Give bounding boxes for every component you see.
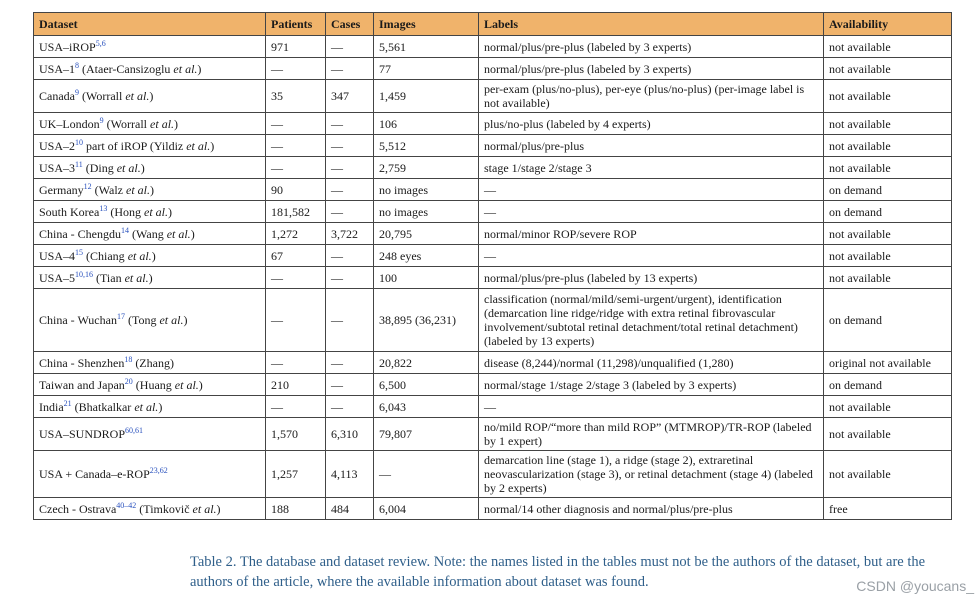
cell-cases: — (326, 58, 374, 80)
cell-cases: — (326, 396, 374, 418)
cell-availability: not available (824, 80, 952, 113)
cell-images: 5,512 (374, 135, 479, 157)
table-row (34, 58, 952, 80)
cell-dataset (34, 418, 266, 451)
cell-patients: 90 (266, 179, 326, 201)
dataset-authors: (Bhatkalkar et al.) (74, 399, 163, 414)
cell-patients: 188 (266, 498, 326, 520)
reference-link[interactable]: 12 (83, 181, 92, 191)
cell-patients: 210 (266, 374, 326, 396)
table-row (34, 418, 952, 451)
cell-patients: 1,570 (266, 418, 326, 451)
cell-cases: — (326, 267, 374, 289)
cell-labels: disease (8,244)/normal (11,298)/unqualified (1,280) (479, 352, 824, 374)
cell-patients: 181,582 (266, 201, 326, 223)
table-row (34, 451, 952, 498)
dataset-table-container (33, 12, 951, 520)
cell-images: 1,459 (374, 80, 479, 113)
dataset-authors: (Zhang) (135, 355, 174, 370)
table-caption (190, 552, 950, 592)
cell-labels: normal/plus/pre-plus (labeled by 3 experts) (479, 36, 824, 58)
cell-labels: normal/stage 1/stage 2/stage 3 (labeled by 3 experts) (479, 374, 824, 396)
reference-link[interactable]: 17 (116, 312, 125, 321)
dataset-name: Canada (39, 89, 75, 103)
reference-link[interactable]: 5,6 (95, 38, 106, 48)
cell-cases: 3,722 (326, 223, 374, 245)
cell-patients: — (266, 396, 326, 418)
reference-link[interactable]: 23,62 (149, 466, 168, 475)
cell-images: — (374, 451, 479, 498)
cell-availability: not available (824, 113, 952, 135)
cell-availability: original not available (824, 352, 952, 374)
cell-images: 2,759 (374, 157, 479, 179)
cell-availability: not available (824, 418, 952, 451)
cell-cases: 484 (326, 498, 374, 520)
cell-labels: normal/14 other diagnosis and normal/plus/pre-plus (479, 498, 824, 520)
cell-images: 79,807 (374, 418, 479, 451)
dataset-authors: (Chiang et al.) (86, 248, 156, 263)
cell-cases: — (326, 352, 374, 374)
cell-patients: — (266, 135, 326, 157)
cell-labels: per-exam (plus/no-plus), per-eye (plus/no-plus) (per-image label is not available) (479, 80, 824, 113)
cell-cases: 4,113 (326, 451, 374, 498)
cell-patients: 971 (266, 36, 326, 58)
caption-text: The database and dataset review. Note: the names listed in the tables must not be the authors of the dataset, but are the authors of the article, where the available information about dataset was found. (190, 554, 926, 590)
dataset-authors: (Worrall et al.) (81, 89, 154, 103)
dataset-authors: (Walz et al.) (94, 182, 155, 197)
cell-labels: no/mild ROP/“more than mild ROP” (MTMROP)/TR-ROP (labeled by 1 expert) (479, 418, 824, 451)
reference-link[interactable]: 14 (121, 225, 129, 235)
cell-availability: not available (824, 451, 952, 498)
caption-label: Table 2. (190, 554, 237, 570)
table-row (34, 80, 952, 113)
reference-link[interactable]: 9 (74, 88, 79, 97)
cell-labels: normal/plus/pre-plus (labeled by 3 experts) (479, 58, 824, 80)
cell-labels: — (479, 396, 824, 418)
cell-labels: — (479, 179, 824, 201)
dataset-authors: (Worrall et al.) (106, 116, 179, 131)
dataset-authors: (Huang et al.) (135, 377, 203, 392)
cell-labels: normal/plus/pre-plus (479, 135, 824, 157)
dataset-name: USA–iROP (39, 39, 96, 54)
cell-availability: not available (824, 36, 952, 58)
table-row (34, 289, 952, 352)
cell-dataset (34, 352, 266, 374)
header-images: Images (374, 13, 479, 36)
cell-images: 38,895 (36,231) (374, 289, 479, 352)
dataset-name: Czech - Ostrava (39, 501, 117, 516)
cell-patients: — (266, 352, 326, 374)
cell-labels: — (479, 245, 824, 267)
table-header-row (34, 13, 952, 36)
dataset-table (33, 12, 952, 520)
cell-labels: normal/plus/pre-plus (labeled by 13 experts) (479, 267, 824, 289)
dataset-authors: (Wang et al.) (132, 226, 195, 241)
cell-availability: free (824, 498, 952, 520)
table-row (34, 498, 952, 520)
header-dataset: Dataset (34, 13, 266, 36)
cell-availability: not available (824, 245, 952, 267)
table-row (34, 374, 952, 396)
header-labels: Labels (479, 13, 824, 36)
dataset-authors: (Hong et al.) (110, 204, 172, 219)
cell-images: no images (374, 179, 479, 201)
dataset-authors: part of iROP (Yildiz et al.) (86, 138, 215, 153)
cell-cases: 347 (326, 80, 374, 113)
header-patients: Patients (266, 13, 326, 36)
table-body (34, 36, 952, 520)
cell-dataset (34, 267, 266, 289)
dataset-name: UK–London (39, 116, 100, 131)
cell-labels: classification (normal/mild/semi-urgent/urgent), identification (demarcation line ridge/ridge with extra retinal fibrovascular involvement/subtotal retinal detachment/total retinal detachment) (labeled by 13 experts) (479, 289, 824, 352)
cell-availability: on demand (824, 289, 952, 352)
cell-patients: — (266, 113, 326, 135)
cell-dataset (34, 201, 266, 223)
dataset-name: India (39, 399, 64, 414)
cell-images: 20,822 (374, 352, 479, 374)
cell-images: 77 (374, 58, 479, 80)
reference-link[interactable]: 10,16 (75, 269, 94, 279)
cell-labels: stage 1/stage 2/stage 3 (479, 157, 824, 179)
cell-images: 248 eyes (374, 245, 479, 267)
cell-availability: not available (824, 223, 952, 245)
cell-cases: — (326, 135, 374, 157)
cell-cases: — (326, 36, 374, 58)
cell-patients: 67 (266, 245, 326, 267)
cell-dataset (34, 498, 266, 520)
cell-dataset (34, 58, 266, 80)
cell-patients: 35 (266, 80, 326, 113)
reference-link[interactable]: 15 (75, 247, 84, 257)
reference-link[interactable]: 21 (63, 398, 72, 408)
cell-availability: not available (824, 157, 952, 179)
reference-link[interactable]: 60,61 (125, 426, 144, 435)
cell-dataset (34, 245, 266, 267)
cell-availability: on demand (824, 374, 952, 396)
cell-labels: plus/no-plus (labeled by 4 experts) (479, 113, 824, 135)
cell-cases: — (326, 179, 374, 201)
table-row (34, 352, 952, 374)
reference-link[interactable]: 20 (124, 376, 133, 386)
cell-patients: — (266, 157, 326, 179)
cell-cases: — (326, 245, 374, 267)
table-row (34, 179, 952, 201)
table-row (34, 135, 952, 157)
reference-link[interactable]: 40–42 (116, 500, 137, 510)
cell-dataset (34, 223, 266, 245)
cell-images: 100 (374, 267, 479, 289)
cell-patients: 1,257 (266, 451, 326, 498)
cell-images: no images (374, 201, 479, 223)
cell-images: 106 (374, 113, 479, 135)
header-availability: Availability (824, 13, 952, 36)
cell-cases: — (326, 157, 374, 179)
dataset-name: USA + Canada–e-ROP (39, 467, 150, 481)
dataset-authors: (Timkovič et al.) (139, 501, 221, 516)
dataset-name: USA–5 (39, 270, 76, 285)
cell-patients: — (266, 289, 326, 352)
reference-link[interactable]: 10 (75, 137, 84, 147)
cell-images: 5,561 (374, 36, 479, 58)
reference-link[interactable]: 18 (124, 354, 133, 364)
cell-dataset (34, 113, 266, 135)
cell-patients: 1,272 (266, 223, 326, 245)
cell-availability: not available (824, 135, 952, 157)
table-row (34, 201, 952, 223)
dataset-name: USA–3 (39, 160, 76, 175)
cell-cases: — (326, 113, 374, 135)
cell-cases: 6,310 (326, 418, 374, 451)
cell-images: 6,004 (374, 498, 479, 520)
cell-availability: not available (824, 396, 952, 418)
cell-dataset (34, 396, 266, 418)
cell-cases: — (326, 201, 374, 223)
dataset-name: USA–SUNDROP (39, 427, 126, 441)
dataset-name: USA–2 (39, 138, 76, 153)
reference-link[interactable]: 8 (75, 60, 80, 70)
table-row (34, 36, 952, 58)
reference-link[interactable]: 9 (99, 115, 104, 125)
cell-patients: — (266, 58, 326, 80)
cell-dataset (34, 451, 266, 498)
table-row (34, 267, 952, 289)
cell-labels: normal/minor ROP/severe ROP (479, 223, 824, 245)
cell-cases: — (326, 289, 374, 352)
dataset-authors: (Ding et al.) (85, 160, 145, 175)
reference-link[interactable]: 13 (99, 203, 108, 213)
table-row (34, 396, 952, 418)
cell-labels: demarcation line (stage 1), a ridge (stage 2), extraretinal neovascularization (stage 3), or retinal detachment (stage 4) (labeled by 2 experts) (479, 451, 824, 498)
dataset-authors: (Tian et al.) (96, 270, 153, 285)
dataset-name: China - Chengdu (39, 226, 121, 241)
dataset-name: South Korea (39, 204, 100, 219)
cell-cases: — (326, 374, 374, 396)
table-row (34, 157, 952, 179)
cell-dataset (34, 135, 266, 157)
dataset-name: USA–4 (39, 248, 76, 263)
header-cases: Cases (326, 13, 374, 36)
reference-link[interactable]: 11 (75, 159, 83, 169)
cell-dataset (34, 289, 266, 352)
cell-dataset (34, 80, 266, 113)
cell-patients: — (266, 267, 326, 289)
dataset-authors: (Ataer-Cansizoglu et al.) (82, 61, 202, 76)
dataset-authors: (Tong et al.) (127, 313, 188, 327)
cell-availability: on demand (824, 201, 952, 223)
cell-availability: not available (824, 267, 952, 289)
watermark: CSDN @youcans_ (856, 578, 974, 594)
dataset-name: Germany (39, 182, 84, 197)
cell-dataset (34, 157, 266, 179)
cell-availability: on demand (824, 179, 952, 201)
dataset-name: Taiwan and Japan (39, 377, 125, 392)
dataset-name: China - Wuchan (39, 313, 117, 327)
dataset-name: USA–1 (39, 61, 76, 76)
cell-availability: not available (824, 58, 952, 80)
table-row (34, 245, 952, 267)
table-row (34, 223, 952, 245)
table-row (34, 113, 952, 135)
cell-dataset (34, 36, 266, 58)
dataset-name: China - Shenzhen (39, 355, 125, 370)
cell-images: 6,043 (374, 396, 479, 418)
cell-images: 20,795 (374, 223, 479, 245)
cell-dataset (34, 374, 266, 396)
cell-dataset (34, 179, 266, 201)
cell-labels: — (479, 201, 824, 223)
cell-images: 6,500 (374, 374, 479, 396)
